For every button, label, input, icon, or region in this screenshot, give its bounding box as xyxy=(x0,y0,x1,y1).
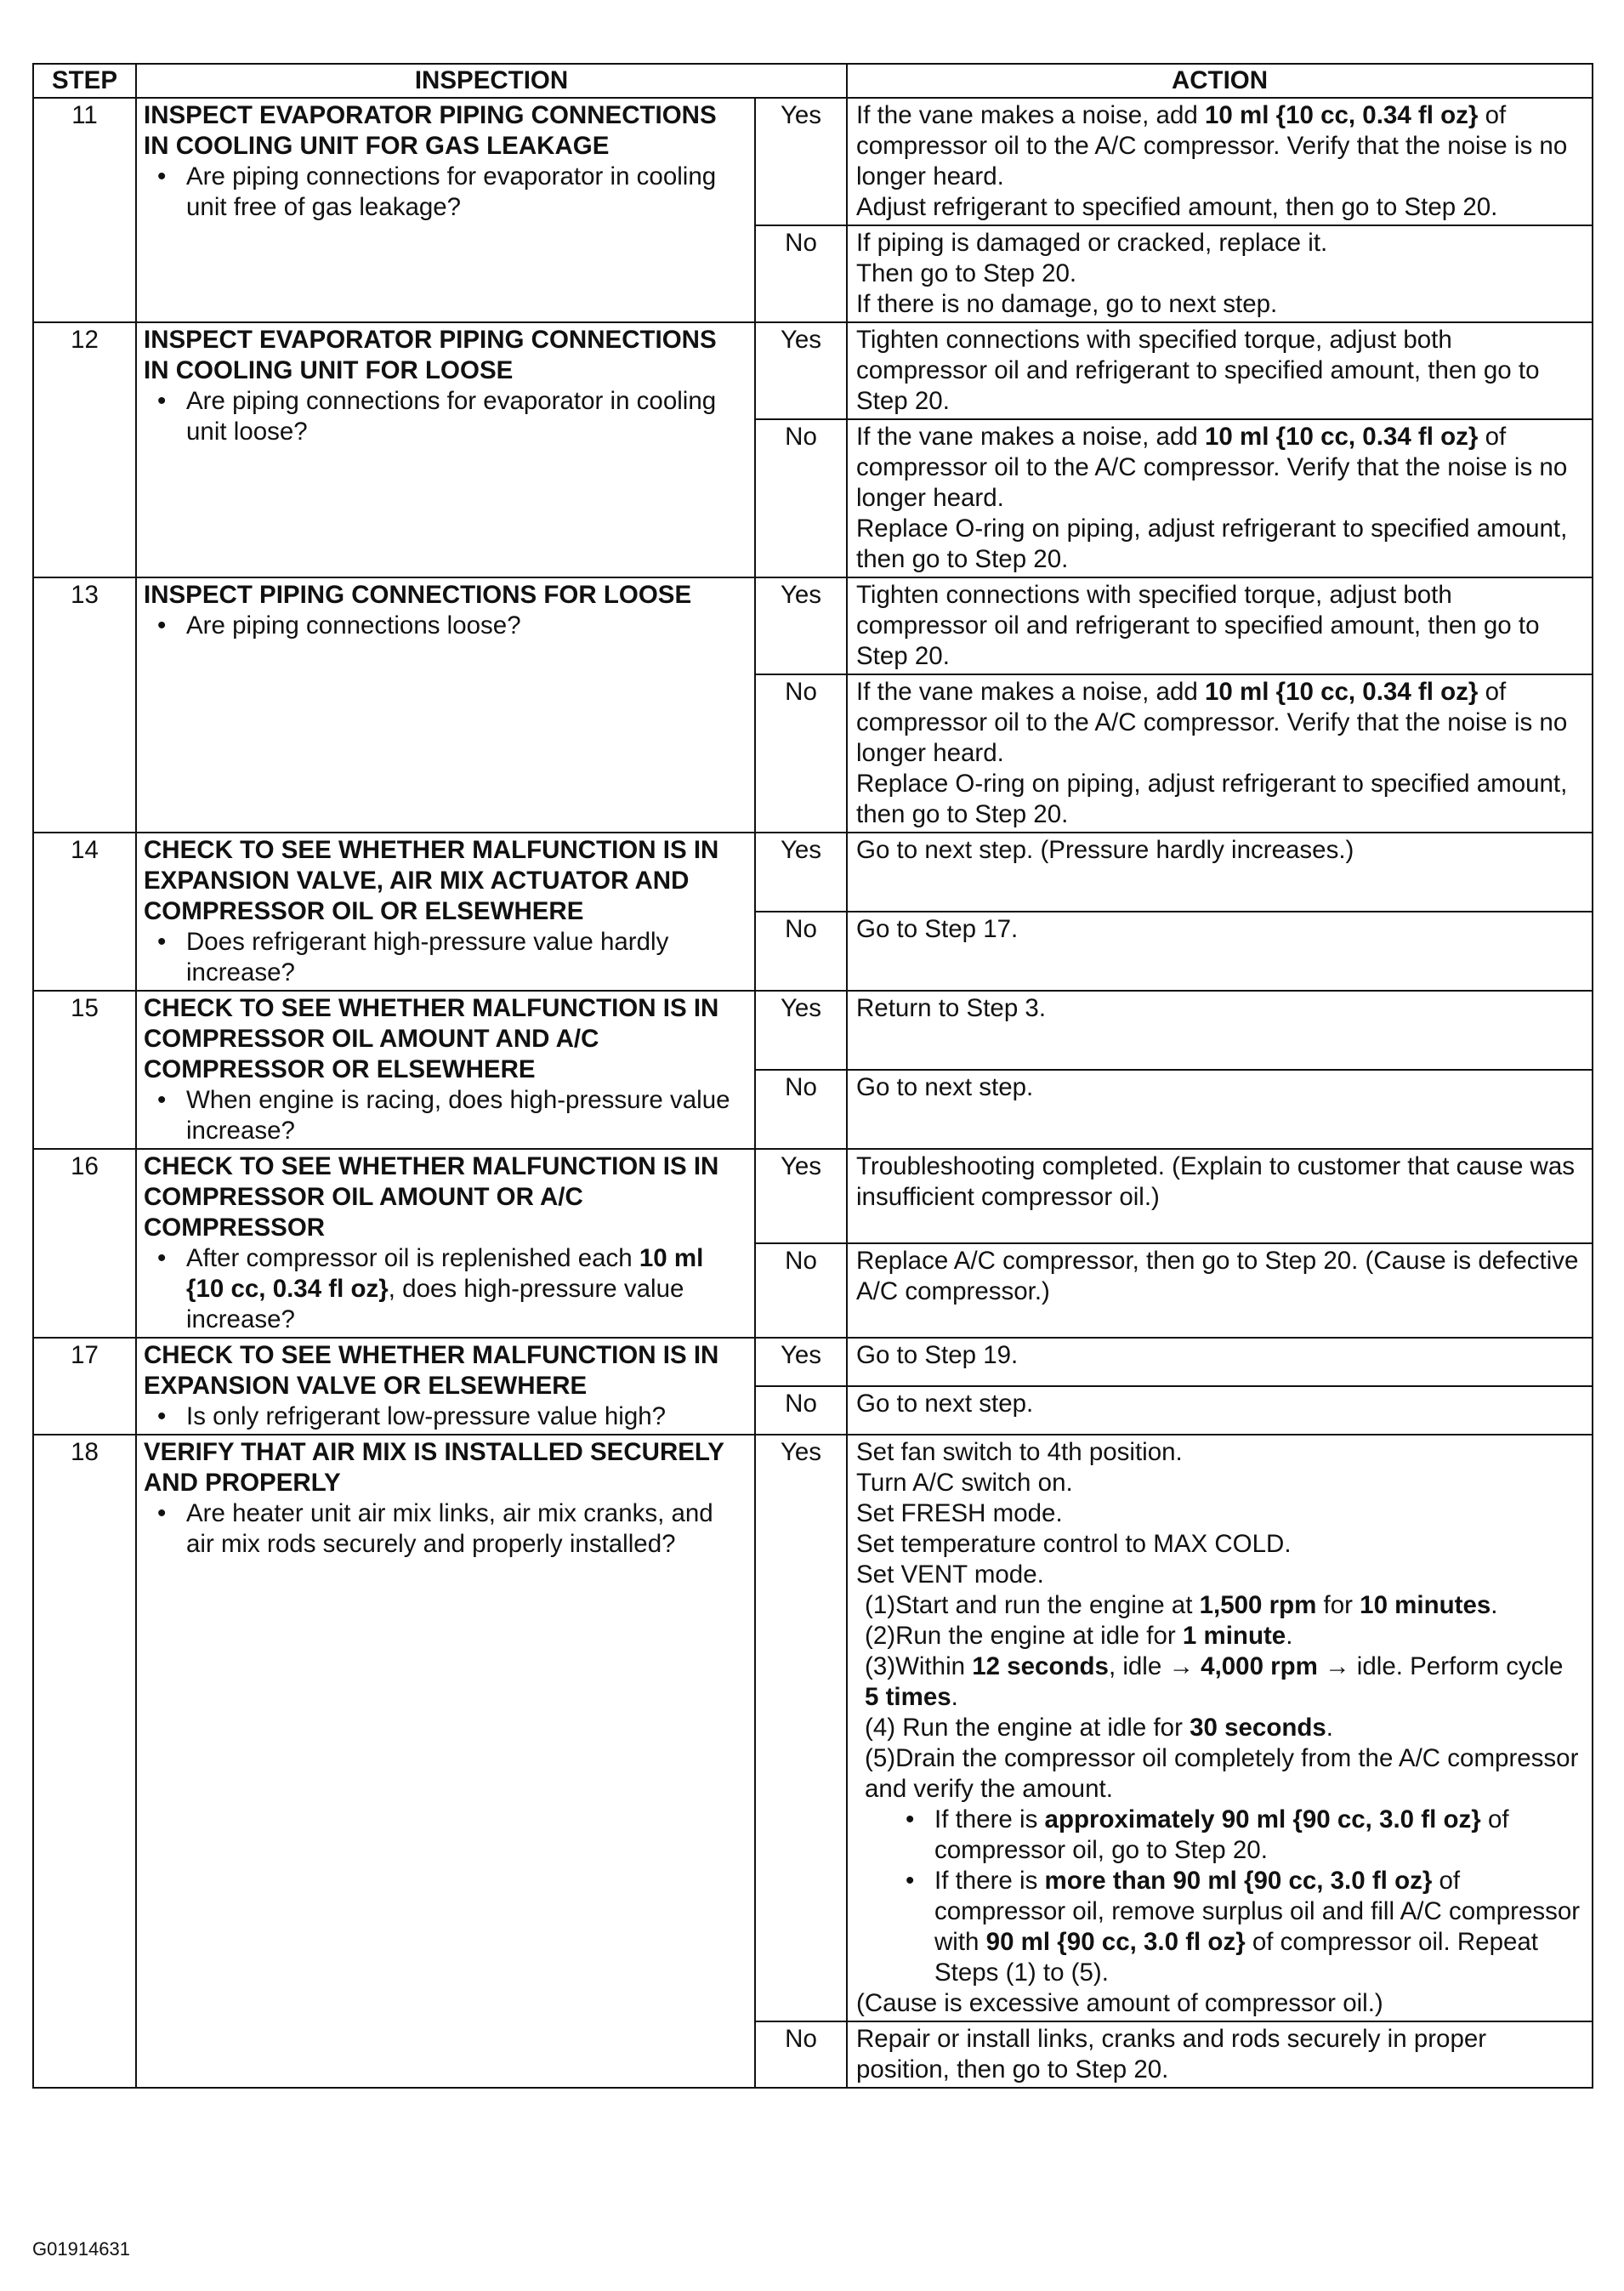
yes-action: Tighten connections with specified torque, adjust both compressor oil and refrigerant to specified amount, then go to Step 20. xyxy=(847,322,1593,419)
no-label: No xyxy=(755,1070,847,1149)
yes-action: Go to Step 19. xyxy=(847,1338,1593,1386)
bullet-icon: • xyxy=(906,1805,915,1833)
bold-spec-value: 1 minute xyxy=(1182,1622,1286,1650)
no-action: Go to next step. xyxy=(847,1070,1593,1149)
header-inspection: INSPECTION xyxy=(136,64,847,98)
table-row xyxy=(33,833,1593,912)
inspection-title: VERIFY THAT AIR MIX IS INSTALLED SECURELY AND PROPERLY xyxy=(144,1438,724,1497)
no-action: Replace A/C compressor, then go to Step 20. (Cause is defective A/C compressor.) xyxy=(847,1243,1593,1338)
question-text: Are piping connections for evaporator in cooling unit free of gas leakage? xyxy=(186,162,717,221)
question-text: Are piping connections for evaporator in cooling unit loose? xyxy=(186,387,717,446)
no-action: If the vane makes a noise, add 10 ml {10 cc, 0.34 fl oz} of compressor oil to the A/C compressor. Verify that the noise is no longer heard. Replace O-ring on piping, adjust refrigerant to specified amount, then go to Step 20. xyxy=(847,674,1593,833)
inspection-question xyxy=(144,386,747,447)
yes-label: Yes xyxy=(755,1435,847,2021)
question-text: After compressor oil is replenished each 10 ml {10 cc, 0.34 fl oz}, does high-pressure value increase? xyxy=(186,1244,704,1333)
yes-action xyxy=(847,1435,1593,2021)
bullet-icon: • xyxy=(157,1402,167,1430)
procedure-step-text: (4) Run the engine at idle for 30 seconds. xyxy=(865,1714,1333,1742)
bullet-icon: • xyxy=(157,1499,167,1527)
procedure-step-text: (3)Within 12 seconds, idle → 4,000 rpm → idle. Perform cycle 5 times. xyxy=(865,1652,1564,1711)
no-label: No xyxy=(755,1386,847,1435)
table-row xyxy=(33,1149,1593,1243)
bullet-icon: • xyxy=(157,387,167,415)
yes-label: Yes xyxy=(755,833,847,912)
bold-spec-value: 12 seconds xyxy=(972,1652,1109,1680)
inspection-cell xyxy=(136,322,755,577)
inspection-cell xyxy=(136,98,755,322)
question-text: Are piping connections loose? xyxy=(186,611,521,640)
question-text: Are heater unit air mix links, air mix cranks, and air mix rods securely and properly installed? xyxy=(186,1499,713,1558)
no-action: Go to next step. xyxy=(847,1386,1593,1435)
step-number: 13 xyxy=(33,577,136,833)
step-number: 17 xyxy=(33,1338,136,1435)
yes-action: Return to Step 3. xyxy=(847,991,1593,1070)
table-row xyxy=(33,991,1593,1070)
bullet-icon: • xyxy=(157,1244,167,1272)
result-bullet xyxy=(856,1866,1583,1988)
question-text: Is only refrigerant low-pressure value high? xyxy=(186,1402,667,1430)
yes-label: Yes xyxy=(755,577,847,674)
result-text: If there is more than 90 ml {90 cc, 3.0 fl oz} of compressor oil, remove surplus oil and fill A/C compressor with 90 ml {90 cc, 3.0 fl oz} of compressor oil. Repeat Steps (1) to (5). xyxy=(934,1867,1581,1987)
yes-label: Yes xyxy=(755,98,847,225)
inspection-title: INSPECT PIPING CONNECTIONS FOR LOOSE xyxy=(144,581,692,609)
header-step: STEP xyxy=(33,64,136,98)
bullet-icon: • xyxy=(157,611,167,640)
action-line: Set FRESH mode. xyxy=(856,1499,1063,1527)
bold-spec-value: 4,000 rpm xyxy=(1201,1652,1318,1680)
troubleshooting-table xyxy=(32,63,1593,2089)
action-line: Set VENT mode. xyxy=(856,1560,1044,1589)
bullet-icon: • xyxy=(157,1086,167,1114)
no-label: No xyxy=(755,1243,847,1338)
no-label: No xyxy=(755,674,847,833)
bold-spec-value: 30 seconds xyxy=(1190,1714,1326,1742)
table-row xyxy=(33,1435,1593,2021)
no-label: No xyxy=(755,2021,847,2088)
no-action: Repair or install links, cranks and rods securely in proper position, then go to Step 20. xyxy=(847,2021,1593,2088)
bold-spec-value: 1,500 rpm xyxy=(1199,1591,1317,1619)
table-header-row xyxy=(33,64,1593,98)
table-row xyxy=(33,1338,1593,1386)
bold-spec-value: 10 minutes xyxy=(1360,1591,1491,1619)
bold-spec-value: 10 ml {10 cc, 0.34 fl oz} xyxy=(1204,101,1479,129)
procedure-step xyxy=(856,1590,1583,1621)
table-row xyxy=(33,577,1593,674)
step-number: 11 xyxy=(33,98,136,322)
bold-spec-value: 90 ml {90 cc, 3.0 fl oz} xyxy=(985,1928,1246,1956)
procedure-step-text: (2)Run the engine at idle for 1 minute. xyxy=(865,1622,1293,1650)
table-row xyxy=(33,322,1593,419)
procedure-step-text: (1)Start and run the engine at 1,500 rpm for 10 minutes. xyxy=(865,1591,1498,1619)
inspection-cell xyxy=(136,833,755,991)
bold-spec-value: approximately 90 ml {90 cc, 3.0 fl oz} xyxy=(1044,1805,1481,1833)
step-number: 18 xyxy=(33,1435,136,2088)
procedure-step-text: (5)Drain the compressor oil completely from the A/C compressor and verify the amount. xyxy=(865,1744,1579,1803)
table-row xyxy=(33,98,1593,225)
action-line: Turn A/C switch on. xyxy=(856,1469,1073,1497)
inspection-question xyxy=(144,1243,747,1335)
inspection-title: CHECK TO SEE WHETHER MALFUNCTION IS IN COMPRESSOR OIL AMOUNT OR A/C COMPRESSOR xyxy=(144,1152,719,1242)
action-line: Set fan switch to 4th position. xyxy=(856,1438,1183,1466)
yes-label: Yes xyxy=(755,1149,847,1243)
table-body xyxy=(33,98,1593,2088)
bold-spec-value: 10 ml {10 cc, 0.34 fl oz} xyxy=(186,1244,704,1303)
no-action: If piping is damaged or cracked, replace it. Then go to Step 20. If there is no damage, go to next step. xyxy=(847,225,1593,322)
yes-action: Troubleshooting completed. (Explain to customer that cause was insufficient compressor oil.) xyxy=(847,1149,1593,1243)
inspection-cell xyxy=(136,991,755,1149)
result-bullet xyxy=(856,1805,1583,1866)
inspection-title: INSPECT EVAPORATOR PIPING CONNECTIONS IN COOLING UNIT FOR GAS LEAKAGE xyxy=(144,101,717,160)
yes-label: Yes xyxy=(755,1338,847,1386)
procedure-step xyxy=(856,1621,1583,1651)
bold-spec-value: more than 90 ml {90 cc, 3.0 fl oz} xyxy=(1044,1867,1433,1895)
no-action: If the vane makes a noise, add 10 ml {10 cc, 0.34 fl oz} of compressor oil to the A/C compressor. Verify that the noise is no longer heard. Replace O-ring on piping, adjust refrigerant to specified amount, then go to Step 20. xyxy=(847,419,1593,577)
step-number: 16 xyxy=(33,1149,136,1338)
inspection-cell xyxy=(136,1149,755,1338)
yes-action: Tighten connections with specified torque, adjust both compressor oil and refrigerant to specified amount, then go to Step 20. xyxy=(847,577,1593,674)
inspection-title: CHECK TO SEE WHETHER MALFUNCTION IS IN COMPRESSOR OIL AMOUNT AND A/C COMPRESSOR OR ELSEWHERE xyxy=(144,994,719,1083)
inspection-cell xyxy=(136,1435,755,2088)
procedure-step xyxy=(856,1651,1583,1713)
no-label: No xyxy=(755,225,847,322)
yes-action: If the vane makes a noise, add 10 ml {10 cc, 0.34 fl oz} of compressor oil to the A/C compressor. Verify that the noise is no longer heard. Adjust refrigerant to specified amount, then go to Step 20. xyxy=(847,98,1593,225)
action-line: Set temperature control to MAX COLD. xyxy=(856,1530,1292,1558)
step-number: 12 xyxy=(33,322,136,577)
inspection-question xyxy=(144,1401,747,1432)
inspection-question xyxy=(144,1498,747,1560)
bold-spec-value: 10 ml {10 cc, 0.34 fl oz} xyxy=(1204,678,1479,706)
bullet-icon: • xyxy=(157,162,167,190)
cause-note: (Cause is excessive amount of compressor oil.) xyxy=(856,1989,1383,2017)
bullet-icon: • xyxy=(906,1867,915,1895)
procedure-step xyxy=(856,1743,1583,1805)
yes-label: Yes xyxy=(755,991,847,1070)
no-label: No xyxy=(755,912,847,991)
header-action: ACTION xyxy=(847,64,1593,98)
procedure-step xyxy=(856,1713,1583,1743)
bold-spec-value: 5 times xyxy=(865,1683,951,1711)
figure-code: G01914631 xyxy=(32,2238,130,2260)
step-number: 15 xyxy=(33,991,136,1149)
inspection-question xyxy=(144,162,747,223)
inspection-cell xyxy=(136,577,755,833)
inspection-title: INSPECT EVAPORATOR PIPING CONNECTIONS IN COOLING UNIT FOR LOOSE xyxy=(144,326,717,384)
diagnostic-table-page xyxy=(32,63,1592,2089)
question-text: Does refrigerant high-pressure value hardly increase? xyxy=(186,928,669,986)
yes-action: Go to next step. (Pressure hardly increases.) xyxy=(847,833,1593,912)
yes-label: Yes xyxy=(755,322,847,419)
inspection-question xyxy=(144,611,747,641)
no-label: No xyxy=(755,419,847,577)
result-text: If there is approximately 90 ml {90 cc, 3.0 fl oz} of compressor oil, go to Step 20. xyxy=(934,1805,1509,1864)
bold-spec-value: 10 ml {10 cc, 0.34 fl oz} xyxy=(1204,423,1479,451)
inspection-question xyxy=(144,1085,747,1146)
inspection-title: CHECK TO SEE WHETHER MALFUNCTION IS IN EXPANSION VALVE, AIR MIX ACTUATOR AND COMPRESSOR OIL OR ELSEWHERE xyxy=(144,836,719,925)
inspection-cell xyxy=(136,1338,755,1435)
inspection-question xyxy=(144,927,747,988)
step-number: 14 xyxy=(33,833,136,991)
bullet-icon: • xyxy=(157,928,167,956)
inspection-title: CHECK TO SEE WHETHER MALFUNCTION IS IN EXPANSION VALVE OR ELSEWHERE xyxy=(144,1341,719,1400)
question-text: When engine is racing, does high-pressure value increase? xyxy=(186,1086,730,1145)
no-action: Go to Step 17. xyxy=(847,912,1593,991)
